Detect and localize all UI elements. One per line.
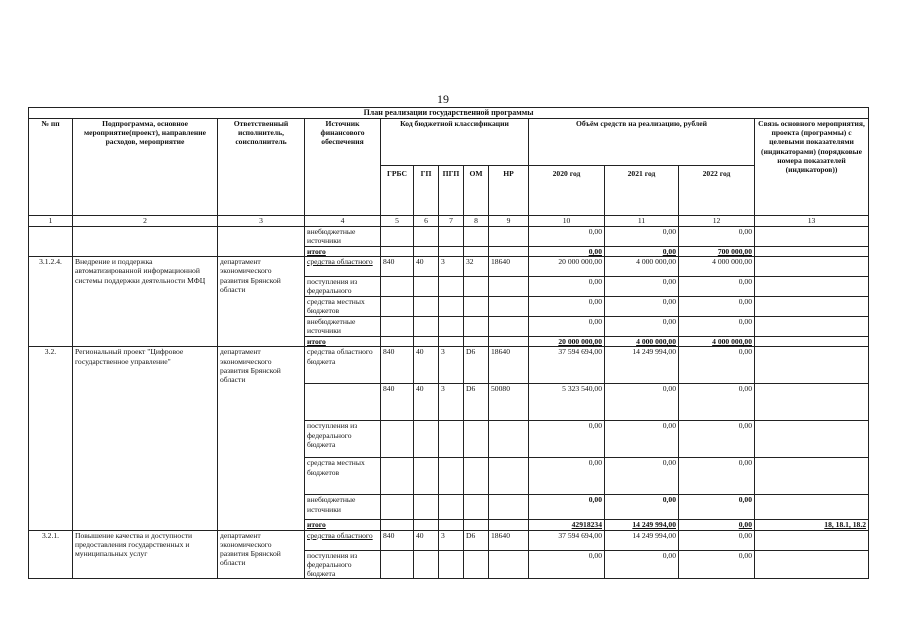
header-2020: 2020 год (529, 165, 605, 215)
cell-2020: 37 594 694,00 (529, 347, 605, 384)
cell-2020: 5 323 540,00 (529, 384, 605, 421)
cell-executor: департамент экономического развития Брянской области (218, 347, 305, 530)
cell-2022: 700 000,00 (679, 246, 755, 256)
cell-2022: 0,00 (679, 520, 755, 530)
cell-np: 18640 (489, 347, 529, 384)
cell-pgp: 3 (439, 384, 464, 421)
cell-gp: 40 (414, 384, 439, 421)
cell-num (29, 226, 73, 256)
column-number: 10 (529, 215, 605, 226)
cell-2021: 0,00 (605, 495, 679, 520)
program-plan-table (28, 107, 869, 579)
cell-np: 18640 (489, 257, 529, 277)
cell-source: средства областного (305, 257, 381, 277)
header-gp: ГП (414, 165, 439, 215)
cell-source: средства местных бюджетов (305, 297, 381, 317)
cell-2020: 0,00 (529, 550, 605, 579)
cell-source: итого (305, 337, 381, 347)
cell-2022: 0,00 (679, 226, 755, 246)
header-np: НР (489, 165, 529, 215)
cell-2020: 0,00 (529, 421, 605, 458)
table-row (29, 530, 869, 550)
column-number: 6 (414, 215, 439, 226)
cell-2021: 0,00 (605, 458, 679, 495)
column-number: 13 (755, 215, 869, 226)
cell-2022: 0,00 (679, 550, 755, 579)
table-row (29, 226, 869, 246)
cell-grbs: 840 (381, 257, 414, 277)
cell-name: Внедрение и поддержка автоматизированной информационной системы поддержки деятельности МФЦ (73, 257, 218, 347)
cell-2022: 4 000 000,00 (679, 337, 755, 347)
cell-om: D6 (464, 530, 489, 550)
cell-2021: 0,00 (605, 421, 679, 458)
cell-2022: 0,00 (679, 297, 755, 317)
column-number: 2 (73, 215, 218, 226)
cell-name: Повышение качества и доступности предоставления государственных и муниципальных услуг (73, 530, 218, 579)
cell-2021: 0,00 (605, 384, 679, 421)
column-number: 4 (305, 215, 381, 226)
cell-2020: 20 000 000,00 (529, 257, 605, 277)
header-grbs: ГРБС (381, 165, 414, 215)
cell-2021: 14 249 994,00 (605, 520, 679, 530)
cell-source: итого (305, 246, 381, 256)
cell-2021: 4 000 000,00 (605, 257, 679, 277)
cell-2022: 4 000 000,00 (679, 257, 755, 277)
header-link: Связь основного мероприятия, проекта (программы) с целевыми показателями (индикаторами) (порядковые номера показателей (индикаторов)) (755, 118, 869, 215)
column-number: 8 (464, 215, 489, 226)
cell-num: 3.2. (29, 347, 73, 530)
column-number: 12 (679, 215, 755, 226)
cell-2021: 0,00 (605, 297, 679, 317)
cell-2022: 0,00 (679, 317, 755, 337)
cell-np: 18640 (489, 530, 529, 550)
cell-2020: 0,00 (529, 317, 605, 337)
column-number: 11 (605, 215, 679, 226)
cell-grbs: 840 (381, 530, 414, 550)
header-executor: Ответственный исполнитель, соисполнитель (218, 118, 305, 215)
cell-pgp: 3 (439, 347, 464, 384)
cell-source: итого (305, 520, 381, 530)
cell-num: 3.1.2.4. (29, 257, 73, 347)
cell-gp: 40 (414, 257, 439, 277)
column-number: 1 (29, 215, 73, 226)
cell-2021: 0,00 (605, 246, 679, 256)
cell-2022: 0,00 (679, 495, 755, 520)
header-source: Источник финансового обеспечения (305, 118, 381, 215)
cell-gp: 40 (414, 530, 439, 550)
header-2021: 2021 год (605, 165, 679, 215)
cell-2020: 20 000 000,00 (529, 337, 605, 347)
cell-2022: 0,00 (679, 384, 755, 421)
cell-source: средства областного бюджета (305, 347, 381, 384)
cell-2020: 37 594 694,00 (529, 530, 605, 550)
table-row (29, 347, 869, 384)
cell-2020: 0,00 (529, 458, 605, 495)
cell-source: поступления из федерального бюджета (305, 421, 381, 458)
cell-np: 50080 (489, 384, 529, 421)
cell-2022: 0,00 (679, 277, 755, 297)
cell-2020: 42918234 (529, 520, 605, 530)
cell-2020: 0,00 (529, 246, 605, 256)
cell-source: внебюджетные источники (305, 226, 381, 246)
header-num: № пп (29, 118, 73, 215)
cell-name: Региональный проект "Цифровое государственное управление" (73, 347, 218, 530)
cell-2021: 14 249 994,00 (605, 347, 679, 384)
cell-source (305, 384, 381, 421)
table-row (29, 257, 869, 277)
cell-gp: 40 (414, 347, 439, 384)
cell-om: 32 (464, 257, 489, 277)
cell-2020: 0,00 (529, 297, 605, 317)
cell-source: внебюджетные источники (305, 317, 381, 337)
cell-grbs: 840 (381, 347, 414, 384)
page-number: 19 (437, 92, 449, 106)
header-pgp: ПГП (439, 165, 464, 215)
cell-num: 3.2.1. (29, 530, 73, 579)
cell-executor: департамент экономического развития Брянской области (218, 530, 305, 579)
cell-2022: 0,00 (679, 347, 755, 384)
cell-pgp: 3 (439, 257, 464, 277)
cell-source: поступления из федерального (305, 277, 381, 297)
cell-source: внебюджетные источники (305, 495, 381, 520)
cell-2020: 0,00 (529, 226, 605, 246)
cell-source: средства местных бюджетов (305, 458, 381, 495)
cell-2021: 4 000 000,00 (605, 337, 679, 347)
cell-grbs: 840 (381, 384, 414, 421)
column-number: 3 (218, 215, 305, 226)
header-om: ОМ (464, 165, 489, 215)
cell-2021: 0,00 (605, 317, 679, 337)
cell-om: D6 (464, 347, 489, 384)
column-number-row (29, 215, 869, 226)
cell-source: средства областного (305, 530, 381, 550)
header-budget-code: Код бюджетной классификации (381, 118, 529, 165)
column-number: 7 (439, 215, 464, 226)
table-caption: План реализации государственной программы (29, 108, 869, 119)
cell-2021: 0,00 (605, 277, 679, 297)
cell-2021: 0,00 (605, 226, 679, 246)
cell-name (73, 226, 218, 256)
column-number: 5 (381, 215, 414, 226)
header-2022: 2022 год (679, 165, 755, 215)
header-name: Подпрограмма, основное мероприятие(проект), направление расходов, мероприятие (73, 118, 218, 215)
cell-executor (218, 226, 305, 256)
cell-indicator-link: 18, 18.1, 18.2 (755, 520, 869, 530)
cell-2022: 0,00 (679, 530, 755, 550)
cell-2022: 0,00 (679, 458, 755, 495)
cell-2020: 0,00 (529, 277, 605, 297)
cell-pgp: 3 (439, 530, 464, 550)
cell-executor: департамент экономического развития Брянской области (218, 257, 305, 347)
cell-2021: 0,00 (605, 550, 679, 579)
cell-2021: 14 249 994,00 (605, 530, 679, 550)
cell-om: D6 (464, 384, 489, 421)
cell-2022: 0,00 (679, 421, 755, 458)
cell-source: поступления из федерального бюджета (305, 550, 381, 579)
cell-2020: 0,00 (529, 495, 605, 520)
column-number: 9 (489, 215, 529, 226)
header-volume: Объём средств на реализацию, рублей (529, 118, 755, 165)
